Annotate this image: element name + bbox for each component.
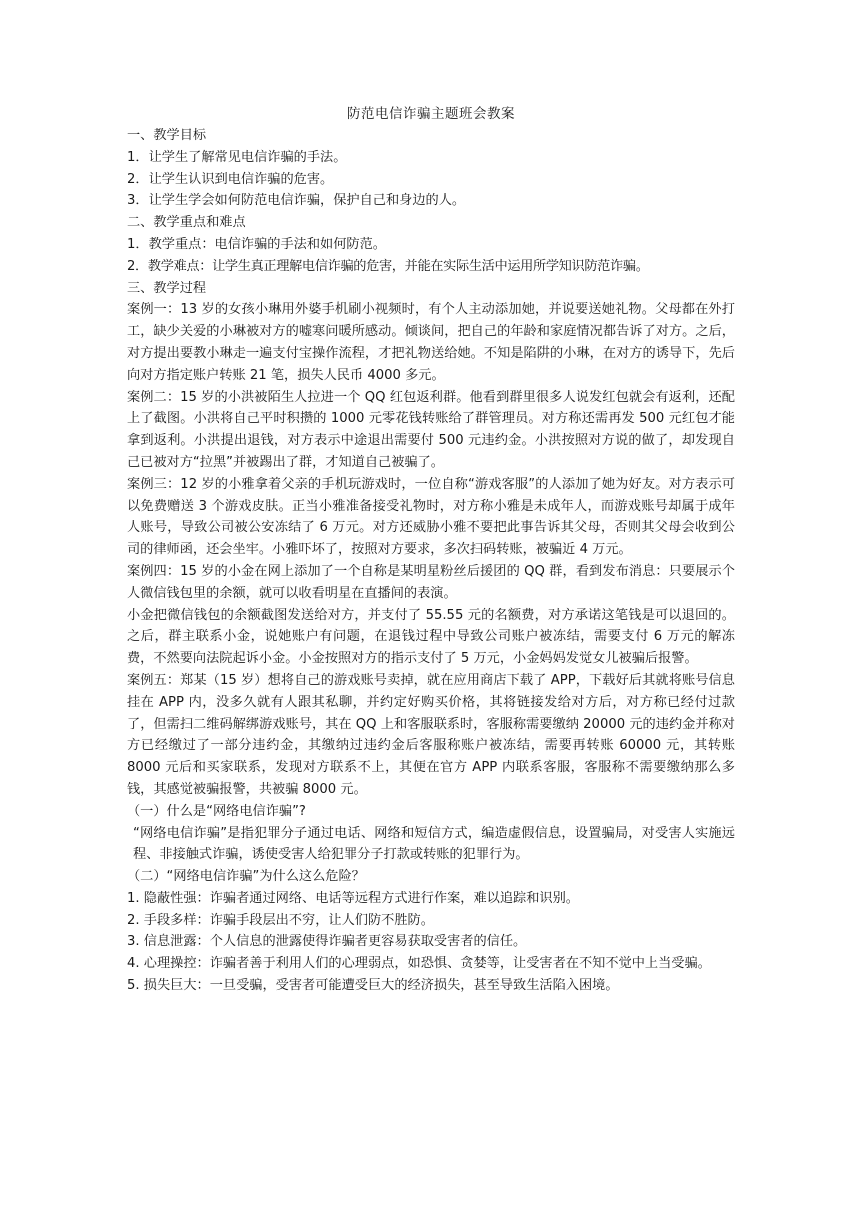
- section-heading-key-points: 二、教学重点和难点: [127, 215, 246, 231]
- key-point-item: 1．教学重点：电信诈骗的手法和如何防范。: [127, 236, 386, 252]
- subsection-heading-definition: （一）什么是“网络电信诈骗”?: [127, 803, 306, 819]
- document-title: 防范电信诈骗主题班会教案: [347, 106, 515, 122]
- goal-item: 1．让学生了解常见电信诈骗的手法。: [127, 149, 347, 165]
- danger-item: 3. 信息泄露：个人信息的泄露使得诈骗者更容易获取受害者的信任。: [127, 934, 527, 950]
- section-heading-process: 三、教学过程: [127, 280, 207, 296]
- danger-item: 5. 损失巨大：一旦受骗，受害者可能遭受巨大的经济损失，甚至导致生活陷入困境。: [127, 978, 619, 994]
- case-paragraph: 案例五：郑某（15 岁）想将自己的游戏账号卖掉，就在应用商店下载了 APP，下载好后其就将账号信息挂在 APP 内，没多久就有人跟其私聊，并约定好购买价格，其将链接发给对方后，对方称已经付过款了，但需扫二维码解绑游戏账号，其在 QQ 上和客服联系时，客服称需要缴纳 20000 元的违约金并称对方已经缴过了一部分违约金，其缴纳过违约金后客服称账户被冻结，需要再转账 60000 元，其转账 8000 元后和买家联系，发现对方联系不上，其便在官方 APP 内联系客服，客服称不需要缴纳那么多钱，其感觉被骗报警，共被骗 8000 元。: [127, 672, 735, 797]
- section-heading-goals: 一、教学目标: [127, 128, 207, 143]
- case-paragraph: 案例三：12 岁的小雅拿着父亲的手机玩游戏时，一位自称“游戏客服”的人添加了她为好友。对方表示可以免费赠送 3 个游戏皮肤。正当小雅准备接受礼物时，对方称小雅是未成年人，而游戏账号却属于成年人账号，导致公司被公安冻结了 6 万元。对方还威胁小雅不要把此事告诉其父母，否则其父母会收到公司的律师函，还会坐牢。小雅吓坏了，按照对方要求，多次扫码转账，被骗近 4 万元。: [127, 476, 735, 558]
- definition-paragraph: “网络电信诈骗”是指犯罪分子通过电话、网络和短信方式，编造虚假信息，设置骗局，对受害人实施远程、非接触式诈骗，诱使受害人给犯罪分子打款或转账的犯罪行为。: [133, 825, 735, 863]
- danger-item: 2. 手段多样：诈骗手段层出不穷，让人们防不胜防。: [127, 912, 434, 928]
- case-paragraph: 案例二：15 岁的小洪被陌生人拉进一个 QQ 红包返利群。他看到群里很多人说发红包就会有返利，还配上了截图。小洪将自己平时积攒的 1000 元零花钱转账给了群管理员。对方称还需再发 500 元红包才能拿到返利。小洪提出退钱，对方表示中途退出需要付 500 元违约金。小洪按照对方说的做了，却发现自己已被对方“拉黑”并被踢出了群，才知道自己被骗了。: [127, 389, 735, 470]
- subsection-heading-dangers: （二）“网络电信诈骗”为什么这么危险？: [127, 869, 365, 885]
- danger-item: 4. 心理操控：诈骗者善于利用人们的心理弱点，如恐惧、贪婪等，让受害者在不知不觉中上当受骗。: [127, 956, 711, 972]
- case-paragraph: 案例一：13 岁的女孩小琳用外婆手机刷小视频时，有个人主动添加她，并说要送她礼物。父母都在外打工，缺少关爱的小琳被对方的嘘寒问暖所感动。倾谈间，把自己的年龄和家庭情况都告诉了对方。之后，对方提出要教小琳走一遍支付宝操作流程，才把礼物送给她。不知是陷阱的小琳，在对方的诱导下，先后向对方指定账户转账 21 笔，损失人民币 4000 多元。: [127, 302, 735, 383]
- goal-item: 2．让学生认识到电信诈骗的危害。: [127, 171, 334, 187]
- case-paragraph: 小金把微信钱包的余额截图发送给对方，并支付了 55.55 元的名额费，对方承诺这笔钱是可以退回的。之后，群主联系小金，说她账户有问题，在退钱过程中导致公司账户被冻结，需要支付 6 万元的解冻费，不然要向法院起诉小金。小金按照对方的指示支付了 5 万元，小金妈妈发觉女儿被骗后报警。: [127, 607, 735, 667]
- goal-item: 3．让学生学会如何防范电信诈骗，保护自己和身边的人。: [127, 193, 466, 209]
- key-point-item: 2．教学难点：让学生真正理解电信诈骗的危害，并能在实际生活中运用所学知识防范诈骗。: [127, 258, 649, 274]
- danger-item: 1. 隐蔽性强：诈骗者通过网络、电话等远程方式进行作案，难以追踪和识别。: [127, 890, 579, 906]
- document-page: [127, 103, 735, 997]
- case-paragraph: 案例四：15 岁的小金在网上添加了一个自称是某明星粉丝后援团的 QQ 群，看到发布消息：只要展示个人微信钱包里的余额，就可以收看明星在直播间的表演。: [127, 563, 735, 601]
